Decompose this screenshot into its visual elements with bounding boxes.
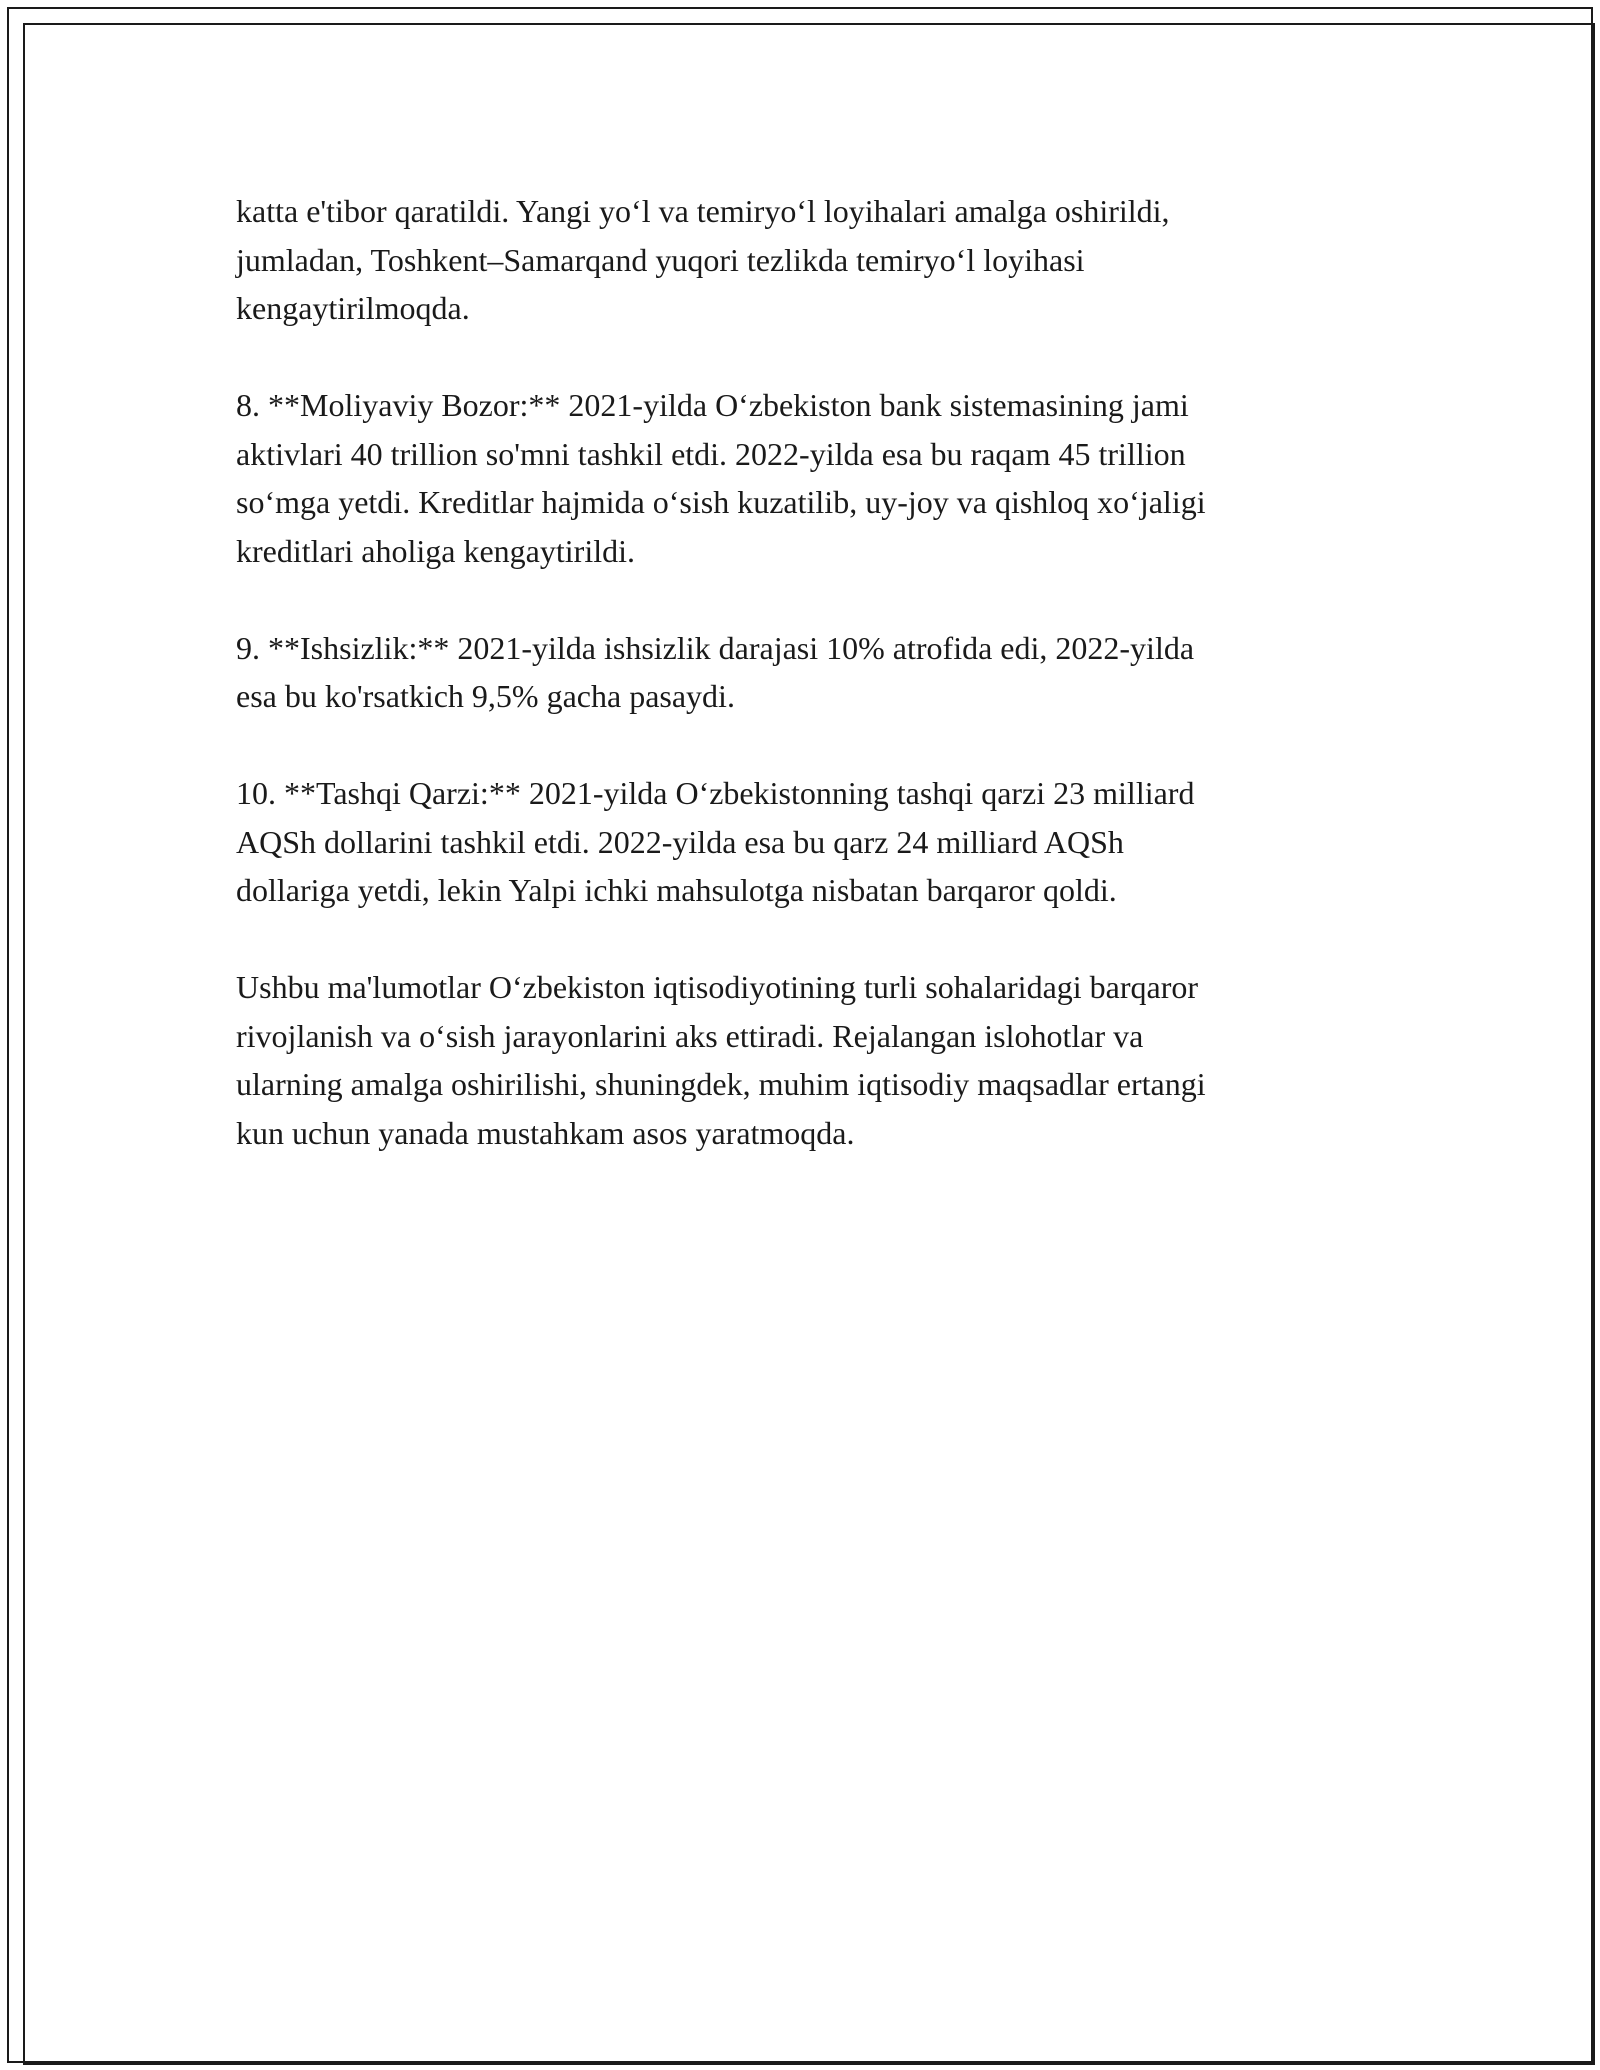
paragraph-infrastructure-continuation: katta e'tibor qaratildi. Yangi yo‘l va temiryo‘l loyihalari amalga oshirildi, jumladan, Toshkent–Samarqand yuqori tezlikda temiryo‘l loyihasi kengaytirilmoqda. bbox=[236, 193, 1170, 326]
document-body bbox=[236, 187, 1366, 1206]
paragraph-conclusion: Ushbu ma'lumotlar O‘zbekiston iqtisodiyotining turli sohalaridagi barqaror rivojlanish va o‘sish jarayonlarini aks ettiradi. Rejalangan islohotlar va ularning amalga oshirilishi, shuningdek, muhim iqtisodiy maqsadlar ertangi kun uchun yanada mustahkam asos yaratmoqda. bbox=[236, 969, 1206, 1151]
paragraph-unemployment: 9. **Ishsizlik:** 2021-yilda ishsizlik darajasi 10% atrofida edi, 2022-yilda esa bu ko'rsatkich 9,5% gacha pasaydi. bbox=[236, 629, 1195, 714]
paragraph-financial-market: 8. **Moliyaviy Bozor:** 2021-yilda O‘zbekiston bank sistemasining jami aktivlari 40 trillion so'mni tashkil etdi. 2022-yilda esa bu raqam 45 trillion so‘mga yetdi. Kreditlar hajmida o‘sish kuzatilib, uy-joy va qishloq xo‘jaligi kreditlari aholiga kengaytirildi. bbox=[236, 387, 1206, 569]
paragraph-external-debt: 10. **Tashqi Qarzi:** 2021-yilda O‘zbekistonning tashqi qarzi 23 milliard AQSh dollarini tashkil etdi. 2022-yilda esa bu qarz 24 milliard AQSh dollariga yetdi, lekin Yalpi ichki mahsulotga nisbatan barqaror qoldi. bbox=[236, 775, 1195, 908]
